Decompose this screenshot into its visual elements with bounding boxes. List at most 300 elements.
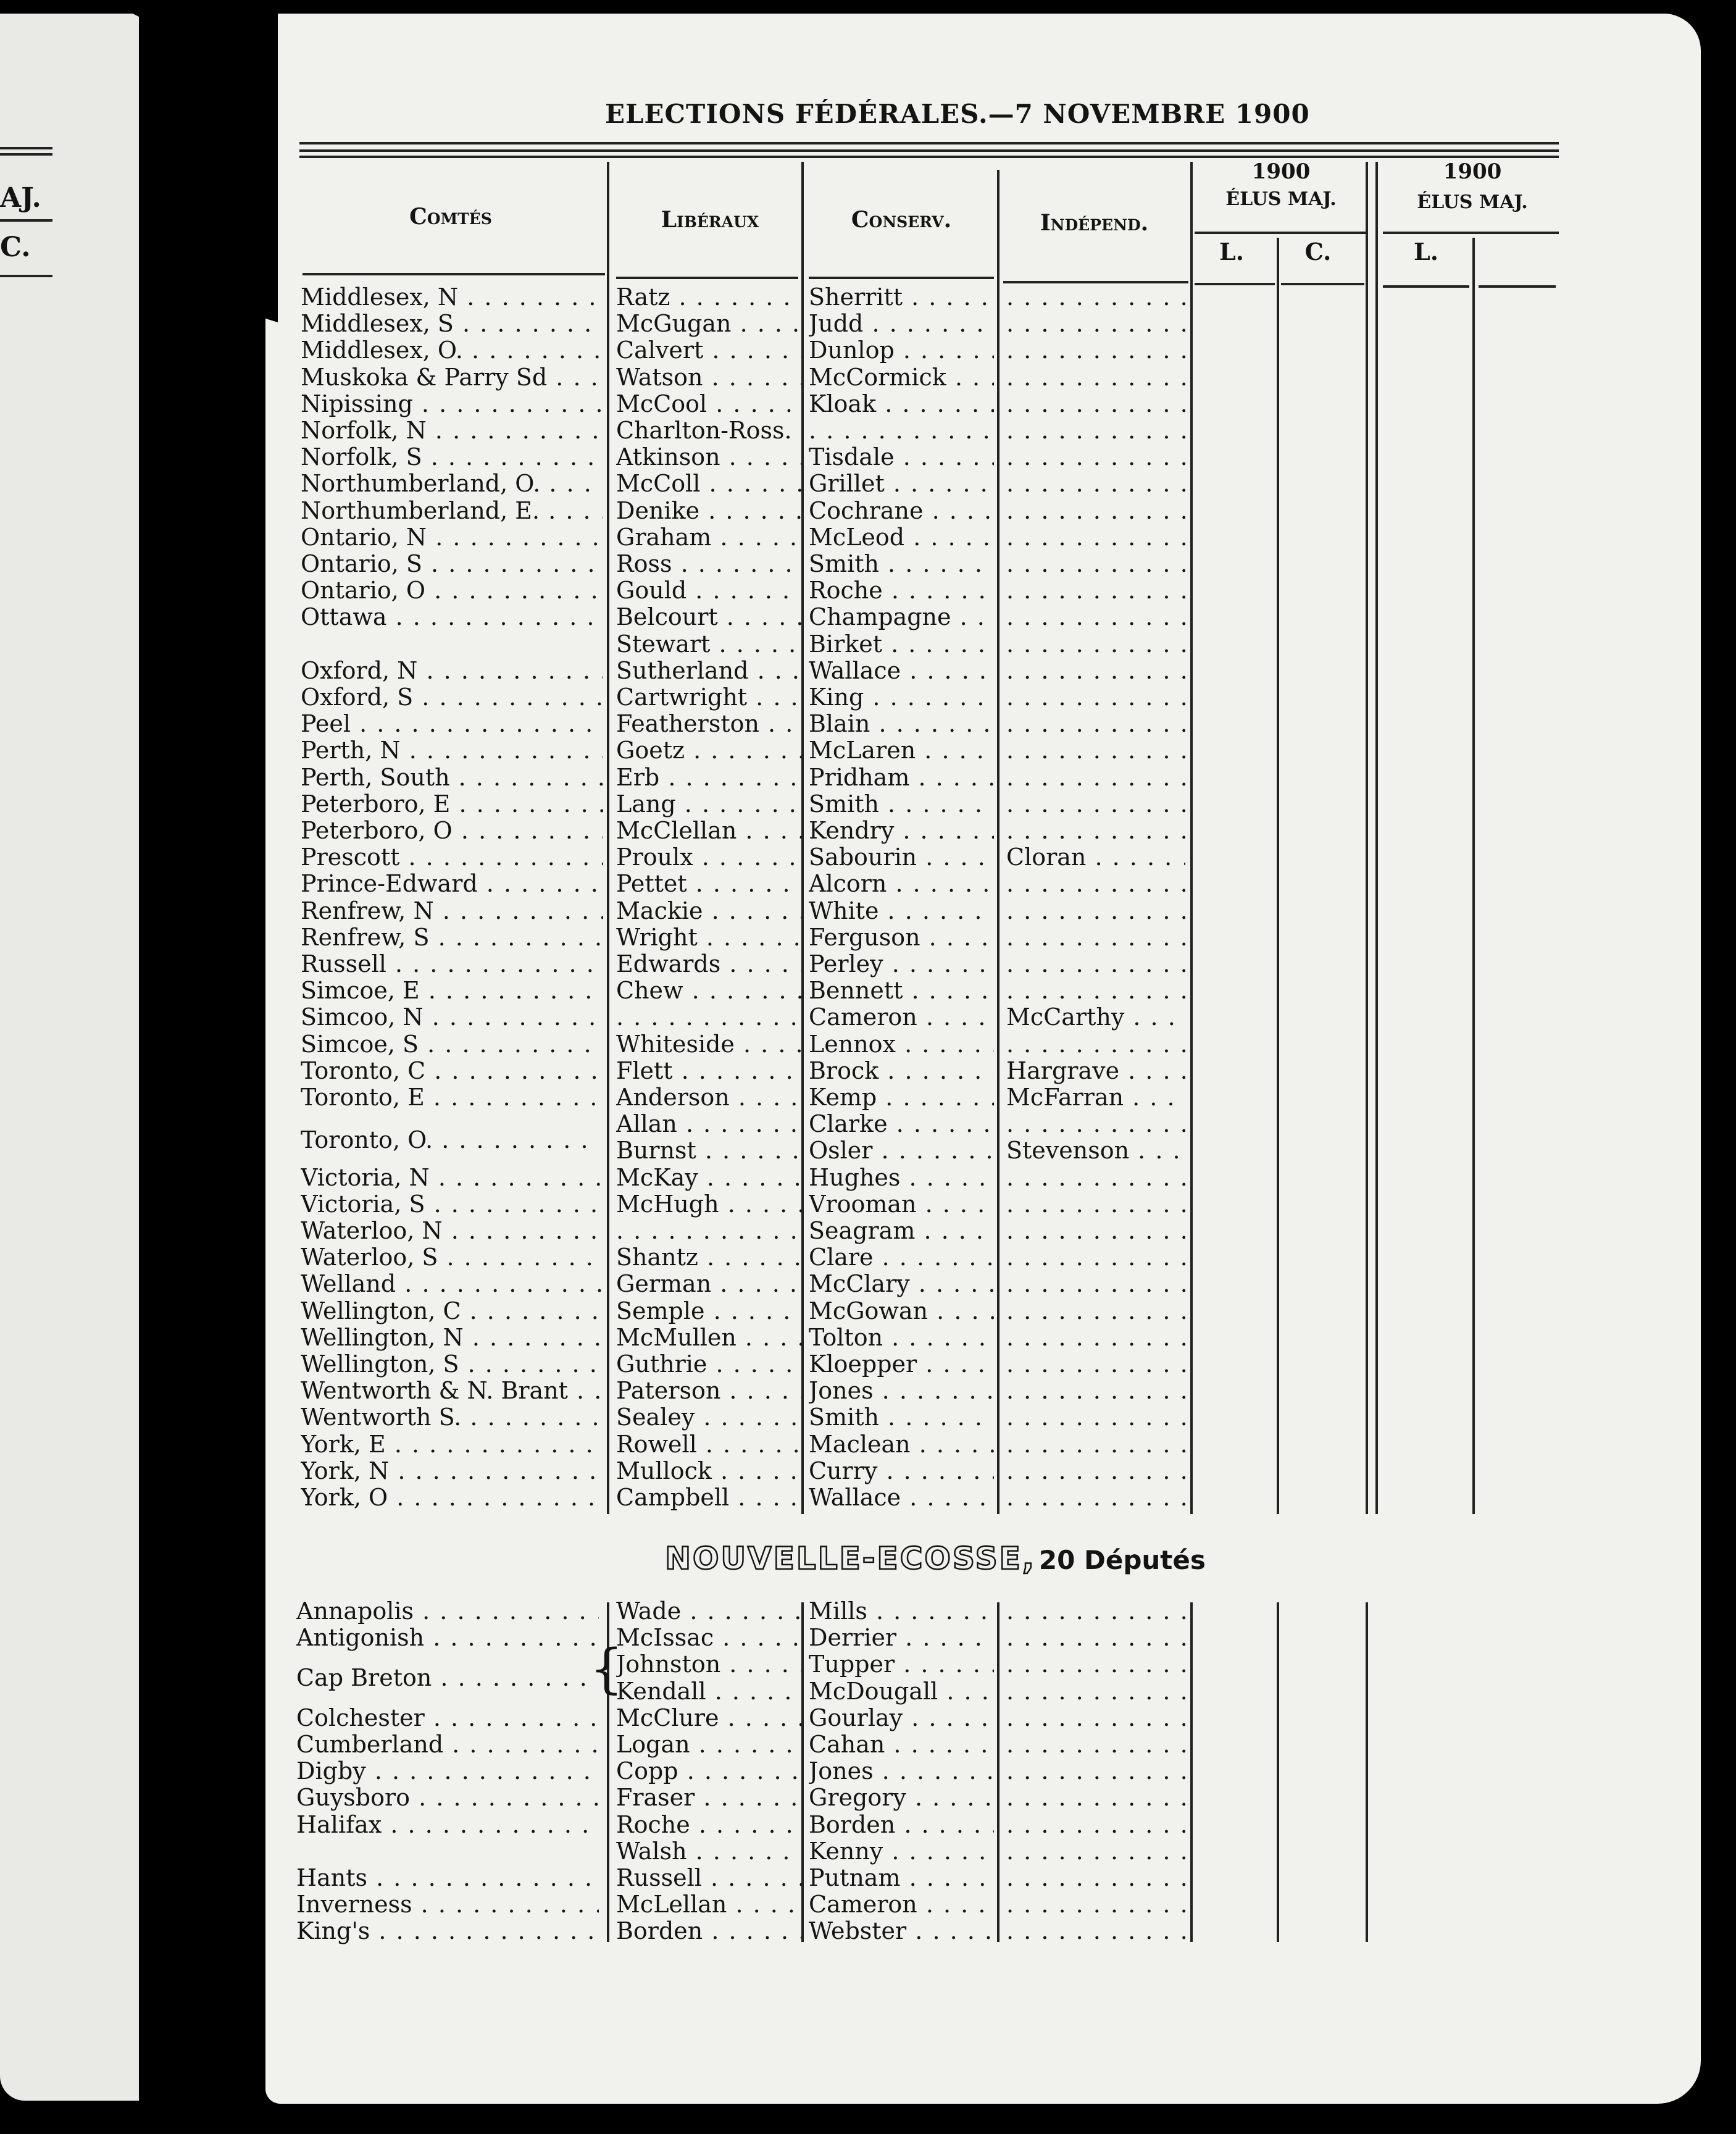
liberal-cell: [616, 951, 801, 977]
group1-c: C.: [1304, 238, 1332, 266]
independent-cell: [1006, 1378, 1185, 1404]
independent-cell: [1006, 337, 1185, 364]
independent-cell-text: McFarran: [1006, 1084, 1124, 1111]
liberal-cell-text: Semple: [616, 1297, 705, 1324]
conservative-cell: [809, 498, 994, 524]
county-cell-text: Inverness: [296, 1891, 412, 1919]
conservative-cell: [809, 1378, 994, 1404]
liberal-cell: [616, 1812, 801, 1838]
liberal-cell: [616, 1731, 801, 1758]
independent-cell: [1006, 1351, 1185, 1378]
liberal-cell: [616, 1084, 801, 1111]
conservative-cell: [809, 1058, 994, 1084]
conservative-cell-text: Borden: [809, 1811, 896, 1838]
header-underline: [616, 277, 798, 279]
liberal-cell: [616, 924, 801, 951]
independent-cell: [1006, 711, 1185, 737]
page-title: ELECTIONS FÉDÉRALES.—7 NOVEMBRE 1900: [605, 99, 1310, 129]
conservative-cell: [809, 1625, 994, 1651]
liberal-cell: [616, 1598, 801, 1625]
liberal-cell: [616, 577, 801, 604]
table-row: [0, 1324, 1736, 1351]
table-row: [0, 391, 1736, 417]
header-county: Comtés: [409, 204, 492, 230]
left-rule: [0, 219, 52, 222]
conservative-cell: [809, 391, 994, 417]
table-row: [0, 1084, 1736, 1111]
conservative-cell-text: Curry: [809, 1457, 878, 1484]
county-cell-text: Middlesex, N: [301, 284, 459, 311]
conservative-cell: [809, 791, 994, 818]
table-row: [0, 1378, 1736, 1404]
table-row: [0, 1058, 1736, 1084]
independent-cell: [1006, 364, 1185, 391]
liberal-cell-text: Flett: [616, 1057, 673, 1084]
liberal-cell-text: Burnst: [616, 1137, 696, 1165]
conservative-cell-text: Smith: [809, 1404, 879, 1431]
liberal-cell: [616, 737, 801, 764]
conservative-cell-text: Cameron: [809, 1004, 917, 1031]
conservative-cell-text: Osler: [809, 1137, 873, 1165]
county-cell: [301, 1484, 603, 1511]
liberal-cell-text: Allan: [616, 1111, 677, 1138]
conservative-cell-text: Sherritt: [809, 284, 903, 311]
table-row: [0, 1137, 1736, 1164]
independent-cell: [1006, 631, 1185, 658]
independent-cell: [1006, 1625, 1185, 1651]
liberal-cell: [616, 1244, 801, 1271]
liberal-cell-text: Roche: [616, 1811, 690, 1838]
conservative-cell: [809, 1351, 994, 1378]
independent-cell: [1006, 791, 1185, 818]
liberal-cell-text: McGugan: [616, 311, 732, 338]
county-cell-text: Wellington, N: [301, 1324, 464, 1351]
conservative-cell-text: Champagne: [809, 604, 951, 631]
independent-cell: [1006, 1137, 1185, 1164]
conservative-cell: [809, 951, 994, 977]
independent-cell: [1006, 284, 1185, 311]
county-cell: [301, 871, 603, 897]
conservative-cell: [809, 871, 994, 897]
county-cell: [301, 977, 603, 1004]
independent-cell: [1006, 1838, 1185, 1865]
liberal-cell: [616, 1458, 801, 1484]
table-row: [0, 364, 1736, 391]
liberal-cell: [616, 1785, 801, 1811]
county-cell-text: Wentworth S.: [301, 1404, 462, 1431]
liberal-cell: [616, 818, 801, 844]
table-row: [0, 898, 1736, 924]
liberal-cell-text: Ross: [616, 551, 672, 577]
county-cell: [301, 1191, 603, 1218]
independent-cell: [1006, 1404, 1185, 1431]
conservative-cell-text: Cochrane: [809, 497, 924, 524]
county-cell-text: Northumberland, E.: [301, 497, 540, 524]
conservative-cell-text: Smith: [809, 551, 879, 577]
liberal-cell: [616, 1758, 801, 1785]
table-row: [0, 737, 1736, 764]
left-rule: [0, 153, 52, 156]
county-cell-text: Victoria, S: [301, 1190, 425, 1218]
county-cell: [296, 1891, 599, 1918]
liberal-cell: [616, 417, 801, 444]
liberal-cell: [616, 498, 801, 524]
independent-cell: [1006, 1165, 1185, 1191]
county-cell: [301, 898, 603, 924]
liberal-cell: [616, 791, 801, 818]
county-cell-text: Peterboro, E: [301, 790, 451, 818]
liberal-cell-text: Shantz: [616, 1244, 698, 1271]
top-rule: [299, 149, 1559, 152]
independent-cell: [1006, 658, 1185, 684]
independent-cell: [1006, 871, 1185, 897]
liberal-cell-text: Johnston: [616, 1651, 721, 1678]
independent-cell: [1006, 951, 1185, 977]
header-underline: [1383, 232, 1559, 234]
left-header-top: AJ.: [0, 182, 41, 214]
independent-cell: [1006, 444, 1185, 471]
liberal-cell: [616, 1004, 801, 1031]
liberal-cell: [616, 1404, 801, 1431]
section-name: NOUVELLE-ECOSSE,: [665, 1541, 1036, 1576]
header-conservative: Conserv.: [851, 207, 952, 233]
county-cell-text: Norfolk, S: [301, 444, 422, 471]
liberal-cell: [616, 1298, 801, 1324]
conservative-cell: [809, 1484, 994, 1511]
county-cell-text: Oxford, N: [301, 657, 418, 684]
liberal-cell-text: McKay: [616, 1164, 698, 1191]
county-cell-text: Ontario, O: [301, 577, 426, 605]
county-cell-text: Halifax: [296, 1811, 382, 1838]
county-cell: [301, 924, 603, 951]
table-row: [0, 818, 1736, 844]
liberal-cell: [616, 1431, 801, 1458]
conservative-cell: [809, 631, 994, 658]
liberal-cell-text: Atkinson: [616, 444, 720, 471]
county-cell: [301, 1084, 603, 1111]
liberal-cell-text: Walsh: [616, 1838, 687, 1865]
liberal-cell-text: Borden: [616, 1918, 703, 1945]
county-cell: [301, 1165, 603, 1191]
conservative-cell-text: Grillet: [809, 471, 885, 498]
group1-sub: ÉLUS MAJ.: [1225, 188, 1337, 210]
table-row: [0, 1651, 1736, 1678]
conservative-cell: [809, 444, 994, 471]
conservative-cell: [809, 1031, 994, 1058]
table-row: [0, 1218, 1736, 1244]
conservative-cell-text: Kloak: [809, 390, 877, 417]
group1-l: L.: [1219, 238, 1244, 266]
conservative-cell: [809, 737, 994, 764]
table-row: [0, 684, 1736, 711]
county-cell-text: Wellington, C: [301, 1297, 461, 1324]
table-row: [0, 844, 1736, 871]
county-toronto-o: Toronto, O. . . .: [301, 1127, 597, 1153]
top-rule: [299, 142, 1559, 144]
header-underline: [1003, 281, 1188, 283]
county-cell: [296, 1812, 599, 1838]
independent-cell: [1006, 1218, 1185, 1244]
county-cell-text: Toronto, C: [301, 1057, 426, 1084]
left-header-bottom: C.: [0, 232, 31, 263]
liberal-cell: [616, 311, 801, 337]
table-row: [0, 1678, 1736, 1705]
conservative-cell: [809, 1785, 994, 1811]
county-cell-text: Antigonish: [296, 1625, 425, 1652]
independent-cell: [1006, 1084, 1185, 1111]
liberal-cell: [616, 444, 801, 471]
county-cell-text: Cumberland: [296, 1731, 444, 1758]
county-cell-text: Prince-Edward: [301, 871, 478, 898]
table-row: [0, 1731, 1736, 1758]
independent-cell-text: Cloran: [1006, 844, 1087, 871]
conservative-cell: [809, 1918, 994, 1944]
conservative-cell: [809, 551, 994, 577]
independent-cell: [1006, 1004, 1185, 1031]
table-row: [0, 1625, 1736, 1651]
table-row: [0, 1004, 1736, 1031]
liberal-cell: [616, 337, 801, 364]
conservative-cell: [809, 1165, 994, 1191]
county-cell: [301, 1244, 603, 1271]
independent-cell: [1006, 1191, 1185, 1218]
county-cell-text: Perth, South: [301, 764, 450, 791]
county-cell: [301, 737, 603, 764]
conservative-cell-text: McGowan: [809, 1297, 929, 1324]
liberal-cell-text: Mackie: [616, 897, 703, 924]
conservative-cell-text: McLeod: [809, 524, 905, 551]
table-row: [0, 1351, 1736, 1378]
county-cell-text: Middlesex, S: [301, 311, 454, 338]
conservative-cell: [809, 1004, 994, 1031]
conservative-cell: [809, 604, 994, 630]
table-row: [0, 764, 1736, 791]
conservative-cell: [809, 977, 994, 1004]
top-rule: [299, 156, 1559, 158]
conservative-cell-text: Gourlay: [809, 1704, 903, 1731]
section-count: 20 Députés: [1038, 1545, 1206, 1575]
conservative-cell-text: Clare: [809, 1244, 874, 1271]
independent-cell: [1006, 684, 1185, 711]
independent-cell: [1006, 1271, 1185, 1297]
table-row: [0, 1705, 1736, 1731]
liberal-cell: [616, 604, 801, 630]
table-row: [0, 498, 1736, 524]
liberal-cell: [616, 1705, 801, 1731]
independent-cell: [1006, 1324, 1185, 1351]
conservative-cell-text: Hughes: [809, 1164, 901, 1191]
liberal-cell-text: Graham: [616, 524, 712, 551]
conservative-cell: [809, 1324, 994, 1351]
liberal-cell-text: Calvert: [616, 337, 704, 364]
table-row: [0, 604, 1736, 630]
conservative-cell: [809, 1678, 994, 1705]
liberal-cell-text: Paterson: [616, 1378, 721, 1405]
liberal-cell: [616, 1058, 801, 1084]
header-underline: [809, 277, 994, 279]
conservative-cell: [809, 1598, 994, 1625]
table-row: [0, 1191, 1736, 1218]
liberal-cell: [616, 471, 801, 497]
group2-year: 1900: [1443, 159, 1502, 184]
independent-cell: [1006, 818, 1185, 844]
county-cell: [296, 1705, 599, 1731]
table-row: [0, 1244, 1736, 1271]
conservative-cell: [809, 1191, 994, 1218]
independent-cell: [1006, 471, 1185, 497]
conservative-cell-text: Dunlop: [809, 337, 895, 364]
liberal-cell-text: Wright: [616, 924, 698, 951]
liberal-cell-text: McCool: [616, 390, 707, 417]
independent-cell: [1006, 1431, 1185, 1458]
county-cell: [296, 1598, 599, 1625]
county-cell: [301, 551, 603, 577]
county-cell-text: Toronto, E: [301, 1084, 425, 1111]
conservative-cell-text: Tisdale: [809, 444, 895, 471]
conservative-cell: [809, 764, 994, 791]
liberal-cell-text: Kendall: [616, 1678, 706, 1705]
table-row: [0, 1431, 1736, 1458]
conservative-cell: [809, 1458, 994, 1484]
independent-cell: [1006, 1031, 1185, 1058]
conservative-cell-text: Brock: [809, 1057, 879, 1084]
conservative-cell: [809, 471, 994, 497]
table-row: [0, 1298, 1736, 1324]
conservative-cell-text: Derrier: [809, 1625, 897, 1652]
liberal-cell: [616, 284, 801, 311]
header-liberal: Libéraux: [661, 207, 759, 233]
independent-cell: [1006, 417, 1185, 444]
liberal-cell: [616, 1031, 801, 1058]
liberal-cell: [616, 524, 801, 551]
table-row: [0, 977, 1736, 1004]
table-row: [0, 1812, 1736, 1838]
conservative-cell: [809, 1111, 994, 1137]
liberal-cell-text: Featherston: [616, 711, 759, 738]
liberal-cell: [616, 1378, 801, 1404]
conservative-cell: [809, 1404, 994, 1431]
independent-cell: [1006, 1458, 1185, 1484]
conservative-cell-text: Wallace: [809, 1484, 901, 1511]
conservative-cell: [809, 1812, 994, 1838]
county-cell-text: Wentworth & N. Brant: [301, 1378, 568, 1405]
liberal-cell-text: Cartwright: [616, 684, 748, 711]
liberal-cell-text: Whiteside: [616, 1031, 735, 1058]
independent-cell: [1006, 764, 1185, 791]
header-independent: Indépend.: [1040, 210, 1149, 236]
conservative-cell-text: Clarke: [809, 1111, 888, 1138]
independent-cell: [1006, 924, 1185, 951]
independent-cell: [1006, 577, 1185, 604]
conservative-cell-text: Jones: [809, 1758, 874, 1785]
county-cell: [301, 444, 603, 471]
table-row: [0, 631, 1736, 658]
independent-cell: [1006, 1918, 1185, 1944]
independent-cell: [1006, 1891, 1185, 1918]
liberal-cell-text: Sutherland: [616, 657, 749, 684]
county-cell: [301, 417, 603, 444]
conservative-cell-text: Maclean: [809, 1431, 911, 1458]
table-row: [0, 311, 1736, 337]
conservative-cell-text: Perley: [809, 951, 883, 977]
liberal-cell: [616, 1678, 801, 1705]
independent-cell: [1006, 1678, 1185, 1705]
county-cell: [301, 604, 603, 630]
liberal-cell-text: Pettet: [616, 871, 687, 898]
independent-cell: [1006, 1058, 1185, 1084]
county-cell: [296, 1865, 599, 1891]
conservative-cell-text: Jones: [809, 1378, 874, 1405]
county-cell: [301, 764, 603, 791]
independent-cell: [1006, 1785, 1185, 1811]
county-cell-text: York, O: [301, 1484, 388, 1511]
conservative-cell: [809, 1758, 994, 1785]
liberal-cell: [616, 364, 801, 391]
conservative-cell: [809, 417, 994, 444]
independent-cell: [1006, 1244, 1185, 1271]
county-cell-text: Welland: [301, 1271, 396, 1298]
conservative-cell: [809, 711, 994, 737]
conservative-cell-text: Blain: [809, 711, 870, 738]
conservative-cell: [809, 1084, 994, 1111]
liberal-cell: [616, 1111, 801, 1137]
liberal-cell-text: Copp: [616, 1758, 678, 1785]
liberal-cell-text: Denike: [616, 497, 700, 524]
conservative-cell: [809, 1651, 994, 1678]
county-cell-text: Northumberland, O.: [301, 471, 541, 498]
independent-cell: [1006, 391, 1185, 417]
county-cell: [301, 1404, 603, 1431]
table-row: [0, 1484, 1736, 1511]
conservative-cell: [809, 364, 994, 391]
conservative-cell-text: Bennett: [809, 977, 903, 1005]
independent-cell-text: McCarthy: [1006, 1004, 1125, 1031]
conservative-cell-text: Tolton: [809, 1324, 883, 1351]
conservative-cell-text: Roche: [809, 577, 883, 605]
table-row: [0, 524, 1736, 551]
county-cell-text: Nipissing: [301, 390, 413, 417]
conservative-cell-text: McLaren: [809, 737, 916, 764]
independent-cell: [1006, 1111, 1185, 1137]
table-row: [0, 577, 1736, 604]
conservative-cell: [809, 684, 994, 711]
county-cell: [301, 284, 603, 311]
conservative-cell-text: Lennox: [809, 1031, 896, 1058]
table-row: [0, 924, 1736, 951]
county-cell-text: Digby: [296, 1758, 366, 1785]
liberal-cell-text: McColl: [616, 471, 701, 498]
conservative-cell-text: Ferguson: [809, 924, 920, 951]
county-cell-text: Renfrew, N: [301, 897, 434, 924]
county-cell: [301, 498, 603, 524]
county-cell-text: York, N: [301, 1457, 390, 1484]
liberal-cell-text: McIssac: [616, 1625, 714, 1652]
table-row: [0, 1111, 1736, 1137]
conservative-cell: [809, 898, 994, 924]
conservative-cell-text: Seagram: [809, 1218, 916, 1244]
independent-cell-text: Stevenson: [1006, 1137, 1130, 1165]
independent-cell: [1006, 1731, 1185, 1758]
independent-cell: [1006, 498, 1185, 524]
liberal-cell: [616, 1165, 801, 1191]
county-cell: [301, 818, 603, 844]
county-cell-text: Simcoo, N: [301, 1004, 424, 1031]
liberal-cell-text: Gould: [616, 577, 687, 605]
liberal-cell-text: Goetz: [616, 737, 685, 764]
conservative-cell: [809, 924, 994, 951]
liberal-cell: [616, 871, 801, 897]
county-cap-breton: Cap Breton . . .: [296, 1665, 586, 1691]
